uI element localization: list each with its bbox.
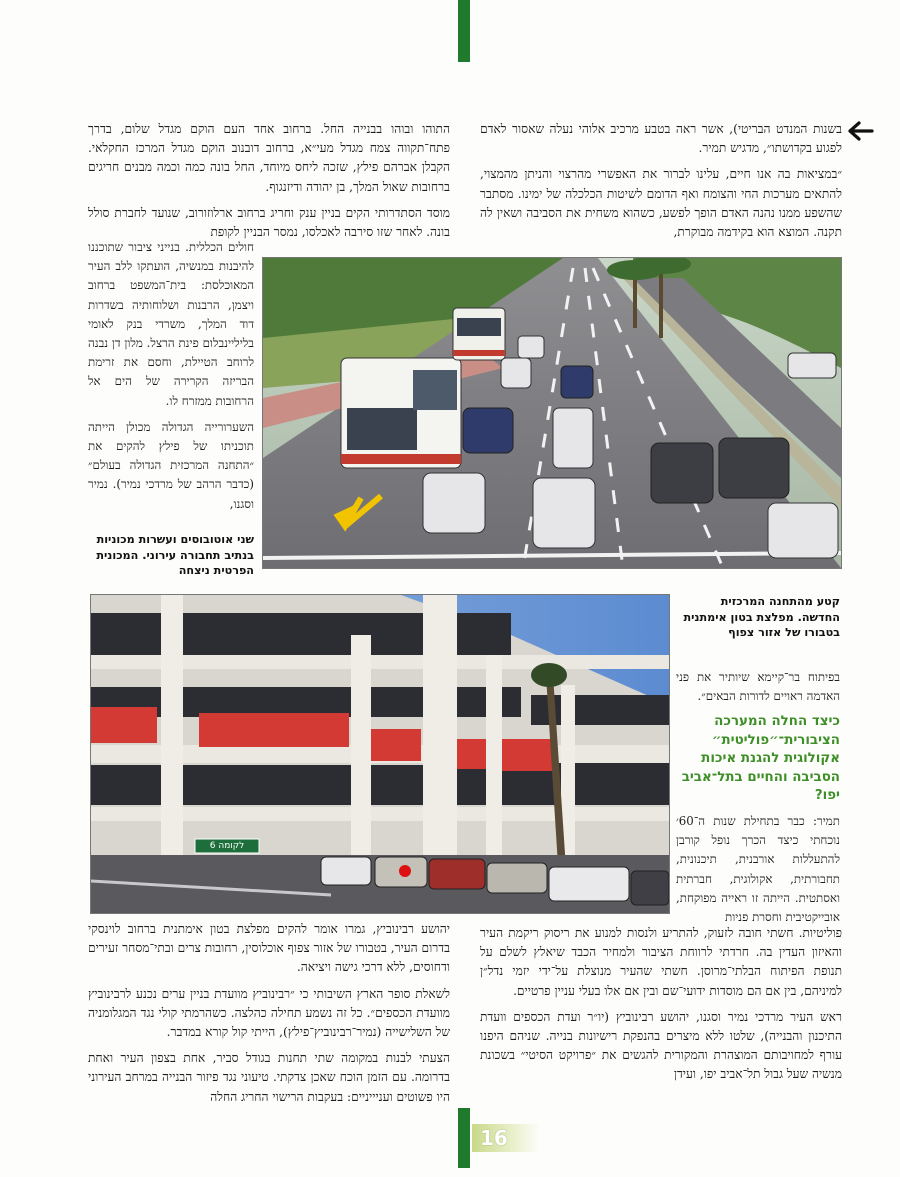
paragraph: בפיתוח בר־קיימא שיותיר את פני האדמה ראויים לדורות הבאים״.: [676, 670, 840, 704]
page-number: 16: [472, 1124, 540, 1152]
paragraph: יהושע רבינוביץ, גמרו אומר להקים מפלצת בטון אימתנית ברחוב לוינסקי בדרום העיר, בטבורו של אזור צפוף אוכלוסין, רחובות צרים ובתי־מסחר זעירים ודחוסים, ללא דרכי גישה ויציאה.: [88, 922, 450, 975]
paragraph: לשאלת סופר הארץ השיבותי כי ״רבינוביץ מוועדת בניין ערים נכנע לרבינוביץ מוועדת הכספים״. כל זה נשמע תחילה כהלצה. כשהרמתי קולי נגד המגלומניה של השלישייה (נמיר־רבינוביץ־פילץ), הייתי קול קורא במדבר.: [88, 986, 450, 1040]
paragraph: השערורייה הגדולה מכולן הייתה תוכניתו של פילץ להקים את ״התחנה המרכזית הגדולה בעולם״ (כדבר הרהב של מרדכי נמיר). נמיר וסגנו,: [88, 419, 254, 511]
paragraph: תמיר: כבר בתחילת שנות ה־60׳ נוכחתי כיצד הכרך נופל קורבן להתעללות אורבנית, תיכנונית, תחבורתית, אקולוגית, חברתית ואסתטית. הייתה זו ראייה מפוקחת, אובייקטיבית וחסרת פניות: [676, 813, 840, 924]
floor-sign-label: לקומה 6: [209, 841, 245, 851]
paragraph: מוסד הסתדרותי הקים בניין ענק וחריג ברחוב ארלוזורוב, שנועד לחברת סולל בונה. לאחר שזו סירבה לאכלסו, נמסר הבניין לקופת: [88, 205, 450, 240]
text-column-bottom-right: [480, 924, 842, 1092]
paragraph: חולים הכללית. בנייני ציבור שתוכננו להיבנות במנשיה, הועתקו ללב העיר המאוכלסת: בית־המשפט ברחוב ויצמן, הרבנות ושלוחותיה בשדרות דוד המלך, משרדי בנק לאומי בליליינבלום פינת הרצל. מלון דן נבנה לרוחב הטיילת, וחסם את זרימת הבריזה הקרירה של הים אל הרחובות ממזרח לו.: [88, 240, 254, 408]
paragraph: ״במציאות בה אנו חיים, עלינו לברור את האפשרי מהרצוי והניתן מהמצוי, להתאים מערכות החי והצומח ואף הדומם לשיטות הכלכלה של ימינו. מסתבר שהשפע ממנו נהנה האדם הופך לפשע, כשהוא משחית את הסביבה ושאין לה תקנה. המוצא הוא בקידמה מבוקרת,: [480, 167, 842, 240]
text-column-top-left: [88, 120, 450, 249]
paragraph: ראש העיר מרדכי נמיר וסגנו, יהושע רבינוביץ (יו״ר ועדת הכספים וועדת התיכנון והבנייה), שלטו ללא מיצרים בהנפקת רישיונות בנייה. שניהם היפנו עורף למחויבותם המוצהרת והמקורית להגשים את ״פרויקט הסיטי״ בשכונת מנשיה שעל גבול תל־אביב יפו, ועידן: [480, 1009, 842, 1082]
photo-caption-traffic: שני אוטובוסים ועשרות מכוניות בנתיב תחבורה עירוני. המכונית הפרטית ניצחה: [96, 533, 254, 577]
photo-central-station: [90, 594, 670, 914]
text-column-bottom-left: [88, 920, 450, 1114]
paragraph: בשנות המנדט הבריטי), אשר ראה בטבע מרכיב אלוהי נעלה שאסור לאדם לפגוע בקדושתו״, מדגיש תמיר.: [480, 122, 842, 156]
text-column-top-right: [480, 120, 842, 249]
paragraph: פוליטיות. חשתי חובה לזעוק, להתריע ולנסות למנוע את ריסוק ריקמת העיר והאיזון העדין בה. חרדתי לרווחת הציבור ולמחיר הכבד שיאלץ לשלם על תנופת הפיתוח הבלתי־מרוסן. חשתי שהעיר מנוצלת על־ידי יזמי נדל״ן למיניהם, בין אם הם מוסדות ידועי־שם ובין אם אלו בעלי עניין פרטיים.: [480, 926, 842, 998]
arrow-left-icon: [848, 118, 874, 144]
text-column-right-middle: [676, 668, 840, 934]
photo-caption-central-station: קטע מהתחנה המרכזית החדשה. מפלצת בטון אימתנית בטבורו של אזור צפוף: [683, 595, 840, 639]
paragraph: הצעתי לבנות במקומה שתי תחנות בגודל סביר, אחת בצפון העיר ואחת בדרומה. עם הזמן הוכח שאכן צדקתי. טיעוני נגד פיזור הבנייה במרחב העירוני היו פשוטים ועניייניים: בעקבות הרישוי החריג החלה: [88, 1051, 450, 1104]
interview-question: כיצד החלה המערכה הציבורית־״פוליטית״ אקולוגית להגנת איכות הסביבה והחיים בתל־אביב יפו?: [681, 714, 840, 804]
bottom-accent-bar: [458, 1108, 470, 1168]
top-accent-bar: [458, 0, 470, 62]
photo-traffic-road: [262, 257, 842, 569]
text-column-narrow: [88, 238, 254, 521]
paragraph: התוהו ובוהו בבנייה החל. ברחוב אחד העם הוקם מגדל שלום, בדרך פתח־תקווה צמח מגדל מעי״א, ברחוב דובנוב הוקם מגדל המרכז החקלאי. הקבלן אברהם פילץ, שזכה ליחס מיוחד, החל בונה כמה וכמה מבנים חריגים ברחובות שאול המלך, בן יהודה ודיזנגוף.: [88, 122, 450, 194]
